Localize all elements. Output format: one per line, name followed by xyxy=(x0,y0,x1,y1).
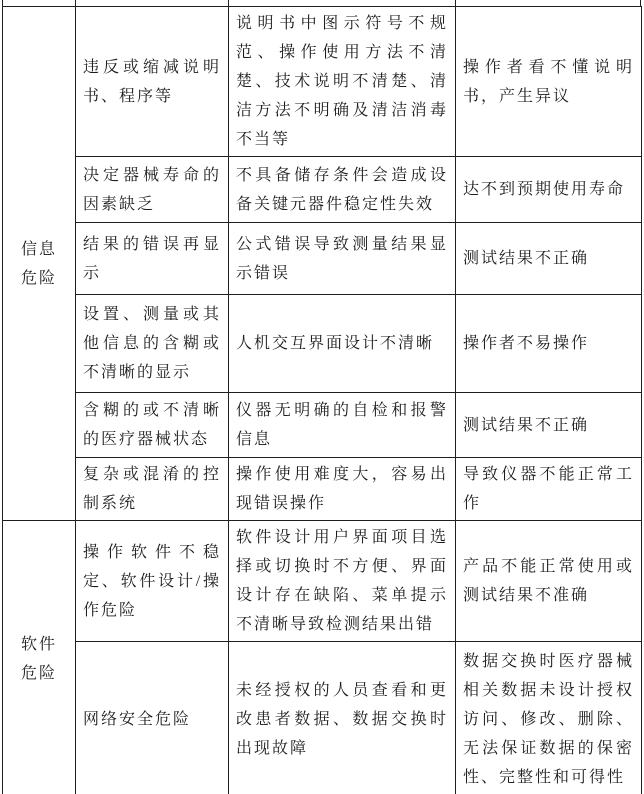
cell-cause: 软件设计用户界面项目选择或切换时不方便、界面设计存在缺陷、菜单提示不清晰导致检测结果出错 xyxy=(229,521,456,642)
cell-cause: 公式错误导致测量结果显示错误 xyxy=(229,223,456,295)
cell-cause: 仪器无明确的自检和报警信息 xyxy=(229,393,456,458)
section-cell-information-hazard xyxy=(3,7,76,521)
cell-cause: 说明书中图示符号不规范、操作使用方法不清楚、技术说明不清楚、清洁方法不明确及清洁消毒不当等 xyxy=(229,7,456,157)
cell-cause: 操作使用难度大，容易出现错误操作 xyxy=(229,458,456,521)
cell-consequence: 达不到预期使用寿命 xyxy=(456,157,642,223)
table-row xyxy=(3,393,642,458)
cell-consequence: 产品不能正常使用或测试结果不准确 xyxy=(456,521,642,642)
cell-cause: 不具备储存条件会造成设备关键元器件稳定性失效 xyxy=(229,157,456,223)
table-row xyxy=(3,295,642,393)
cell-cause: 未经授权的人员查看和更改患者数据、数据交换时出现故障 xyxy=(229,642,456,794)
cell-hazard: 含糊的或不清晰的医疗器械状态 xyxy=(76,393,229,458)
cell-consequence: 导致仪器不能正常工作 xyxy=(456,458,642,521)
hazard-analysis-table xyxy=(2,6,642,794)
cell-hazard: 设置、测量或其他信息的含糊或不清晰的显示 xyxy=(76,295,229,393)
cell-hazard: 决定器械寿命的因素缺乏 xyxy=(76,157,229,223)
section-label-line: 危险 xyxy=(20,269,57,287)
table-row xyxy=(3,7,642,157)
table-row xyxy=(3,642,642,794)
cell-hazard: 结果的错误再显示 xyxy=(76,223,229,295)
table-row xyxy=(3,223,642,295)
section-label-line: 软件 xyxy=(20,635,57,653)
section-label-line: 信息 xyxy=(20,240,57,258)
cell-hazard: 操作软件不稳定、软件设计/操作危险 xyxy=(76,521,229,642)
table-row xyxy=(3,157,642,223)
cell-consequence: 操作者看不懂说明书，产生异议 xyxy=(456,7,642,157)
section-label-line: 危险 xyxy=(20,664,57,682)
cell-cause: 人机交互界面设计不清晰 xyxy=(229,295,456,393)
cell-hazard: 复杂或混淆的控制系统 xyxy=(76,458,229,521)
table-row xyxy=(3,521,642,642)
cell-consequence: 测试结果不正确 xyxy=(456,223,642,295)
cell-consequence: 数据交换时医疗器械相关数据未设计授权访问、修改、删除、无法保证数据的保密性、完整性和可得性 xyxy=(456,642,642,794)
section-cell-software-hazard xyxy=(3,521,76,794)
cell-hazard: 违反或缩减说明书、程序等 xyxy=(76,7,229,157)
cell-consequence: 操作者不易操作 xyxy=(456,295,642,393)
table-row xyxy=(3,458,642,521)
cell-consequence: 测试结果不正确 xyxy=(456,393,642,458)
cell-hazard: 网络安全危险 xyxy=(76,642,229,794)
